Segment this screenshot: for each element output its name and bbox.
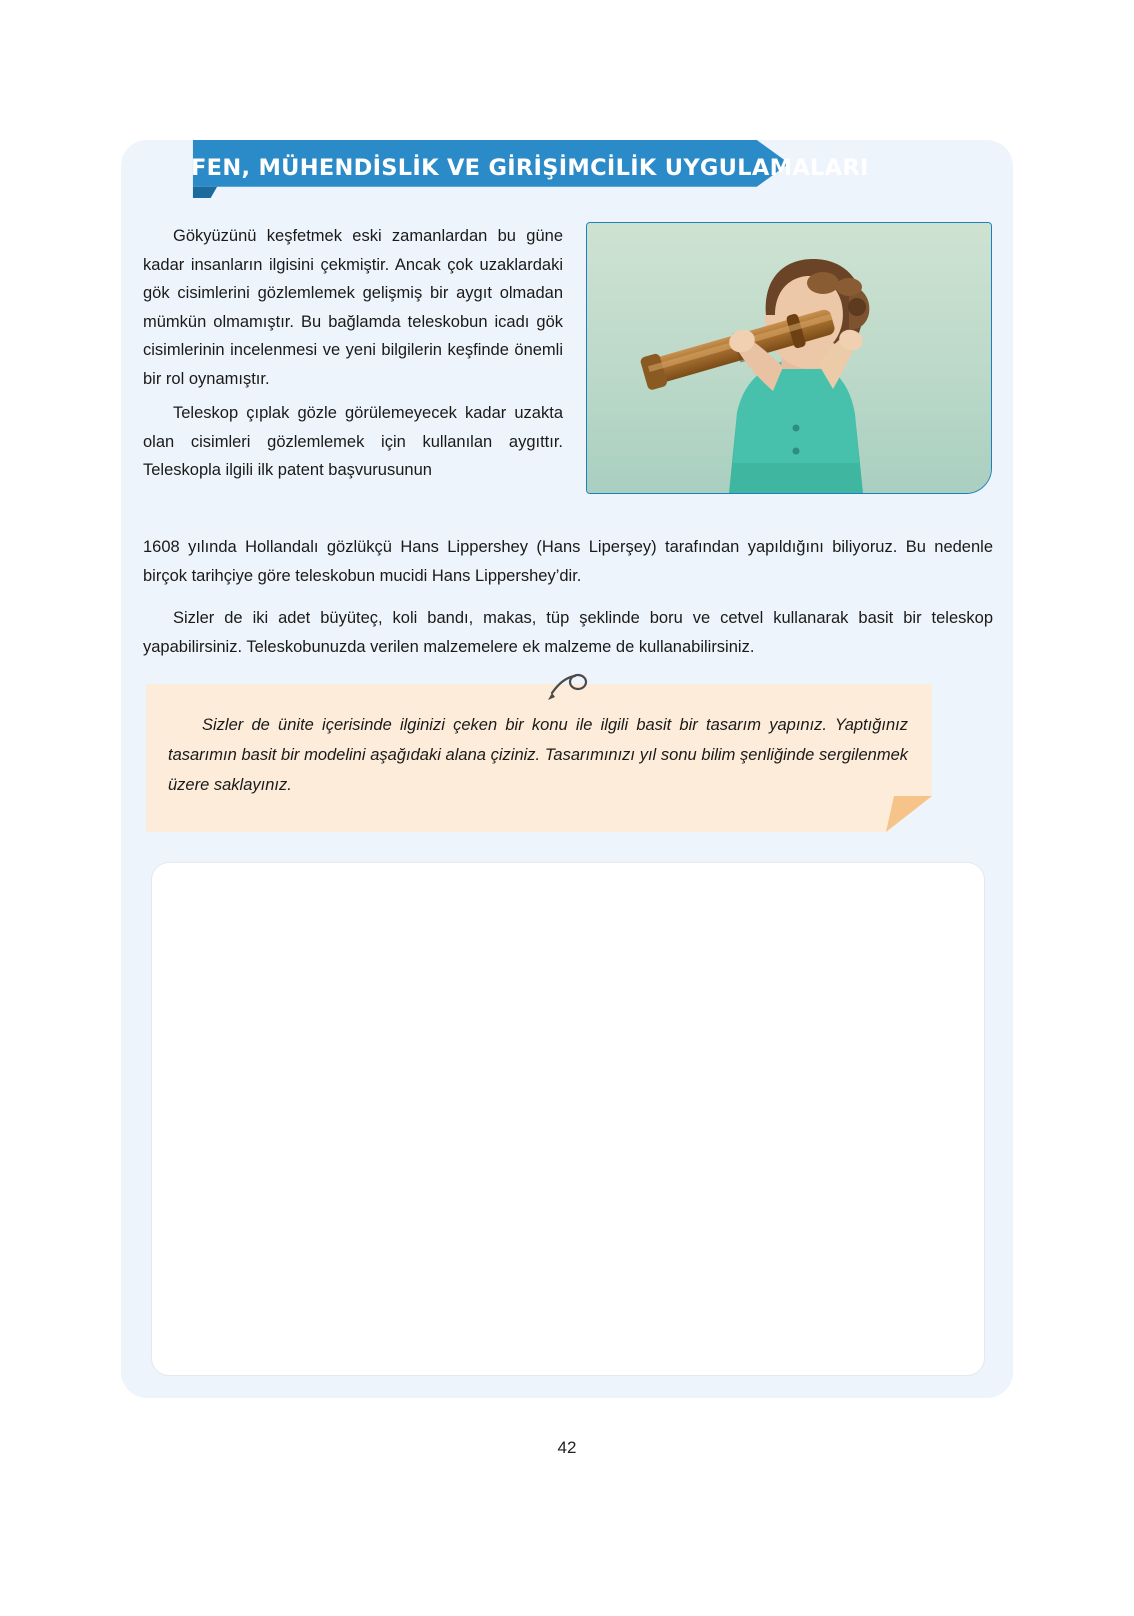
note-text (168, 710, 908, 800)
paragraph-1: Gökyüzünü keşfetmek eski zamanlardan bu güne kadar insanların ilgisini çekmiştir. Ancak çok uzaklardaki gök cisimlerini gözlemlemek gelişmiş bir aygıt olmadan mümkün olmamıştır. Bu bağlamda teleskobun icadı gök cisimlerinin incelenmesi ve yeni bilgilerin keşfinde önemli bir rol oynamıştır. (143, 227, 563, 388)
drawing-area[interactable] (151, 862, 985, 1376)
intro-text-continued (143, 533, 993, 590)
intro-text-column (143, 222, 563, 491)
activity-instructions (143, 604, 993, 661)
section-banner (121, 140, 869, 212)
child-telescope-illustration (587, 223, 991, 493)
section-title: FEN, MÜHENDİSLİK VE GİRİŞİMCİLİK UYGULAMALARI (191, 155, 869, 181)
paragraph-2-continued: 1608 yılında Hollandalı gözlükçü Hans Lippershey (Hans Liperşey) tarafından yapıldığını biliyoruz. Bu nedenle birçok tarihçiye göre teleskobun mucidi Hans Lippershey’dir. (143, 538, 993, 585)
paragraph-3: Sizler de iki adet büyüteç, koli bandı, makas, tüp şeklinde boru ve cetvel kullanarak basit bir teleskop yapabilirsiniz. Teleskobunuzda verilen malzemelere ek malzeme de kullanabilirsiniz. (143, 609, 993, 656)
pushpin-icon (545, 673, 589, 703)
note-card (146, 684, 932, 832)
paragraph-2: Teleskop çıplak gözle görülemeyecek kadar uzakta olan cisimleri gözlemlemek için kullanılan aygıttır. Teleskopla ilgili ilk patent başvurusunun (143, 404, 563, 479)
page-number: 42 (557, 1438, 577, 1457)
note-paragraph: Sizler de ünite içerisinde ilginizi çeken bir konu ile ilgili basit bir tasarım yapınız. Yaptığınız tasarımın basit bir modelini aşağıdaki alana çiziniz. Tasarımınızı yıl sonu bilim şenliğinde sergilenmek üzere saklayınız. (168, 716, 908, 794)
telescope-photo (586, 222, 992, 494)
